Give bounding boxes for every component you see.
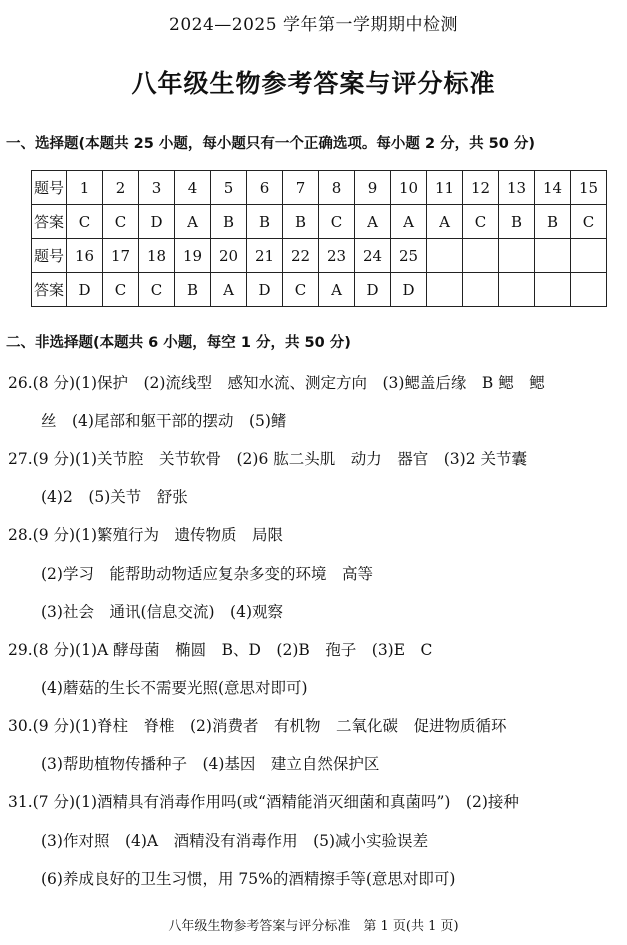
question-answer-line: 31.(7 分)(1)酒精具有消毒作用吗(或“酒精能消灭细菌和真菌吗”) (2)接种: [8, 793, 519, 811]
question-number-cell: 25: [391, 239, 427, 273]
question-answer-line: 27.(9 分)(1)关节腔 关节软骨 (2)6 肱二头肌 动力 器官 (3)2 关节囊: [8, 450, 527, 468]
answer-cell: A: [391, 205, 427, 239]
question-number-label: 题号: [32, 171, 67, 205]
question-number-cell: 5: [211, 171, 247, 205]
answer-row: [32, 273, 607, 307]
question-answer-line: 30.(9 分)(1)脊柱 脊椎 (2)消费者 有机物 二氧化碳 促进物质循环: [8, 717, 507, 735]
page-footer: 八年级生物参考答案与评分标准 第 1 页(共 1 页): [168, 919, 459, 934]
answer-cell: B: [175, 273, 211, 307]
question-number-cell: [463, 239, 499, 273]
question-number-row: [32, 239, 607, 273]
answer-cell: [463, 273, 499, 307]
question-number-cell: 4: [175, 171, 211, 205]
question-answer-line: 29.(8 分)(1)A 酵母菌 椭圆 B、D (2)B 孢子 (3)E C: [8, 641, 433, 659]
page-title: 八年级生物参考答案与评分标准: [131, 69, 496, 98]
question-number-cell: 6: [247, 171, 283, 205]
question-number-cell: 23: [319, 239, 355, 273]
answer-cell: [571, 273, 607, 307]
answer-cell: C: [103, 273, 139, 307]
question-number-cell: 15: [571, 171, 607, 205]
answer-cell: B: [283, 205, 319, 239]
question-number-cell: 13: [499, 171, 535, 205]
section1-heading: 一、选择题(本题共 25 小题，每小题只有一个正确选项。每小题 2 分，共 50 分): [6, 136, 535, 152]
question-number-cell: 9: [355, 171, 391, 205]
answer-cell: D: [247, 273, 283, 307]
answer-cell: B: [499, 205, 535, 239]
question-answer-line: 26.(8 分)(1)保护 (2)流线型 感知水流、测定方向 (3)鳃盖后缘 B 鳃 鳃: [8, 374, 545, 392]
answer-line-continued: (3)社会 通讯(信息交流) (4)观察: [41, 603, 284, 621]
answer-cell: A: [355, 205, 391, 239]
question-number-cell: 18: [139, 239, 175, 273]
answer-cell: B: [535, 205, 571, 239]
answer-line-continued: (2)学习 能帮助动物适应复杂多变的环境 高等: [41, 565, 373, 583]
answer-line-continued: (3)帮助植物传播种子 (4)基因 建立自然保护区: [41, 755, 380, 773]
answer-line-continued: (6)养成良好的卫生习惯，用 75%的酒精擦手等(意思对即可): [41, 870, 456, 888]
answer-cell: D: [355, 273, 391, 307]
answer-cell: C: [283, 273, 319, 307]
section2-heading: 二、非选择题(本题共 6 小题，每空 1 分，共 50 分): [6, 335, 351, 351]
answer-cell: [499, 273, 535, 307]
answer-line-continued: (4)蘑菇的生长不需要光照(意思对即可): [41, 679, 308, 697]
question-number-cell: 21: [247, 239, 283, 273]
answer-cell: C: [103, 205, 139, 239]
question-number-cell: [535, 239, 571, 273]
answer-cell: C: [67, 205, 103, 239]
answer-cell: C: [463, 205, 499, 239]
question-number-cell: 22: [283, 239, 319, 273]
answer-line-continued: (3)作对照 (4)A 酒精没有消毒作用 (5)减小实验误差: [41, 832, 429, 850]
answer-cell: A: [211, 273, 247, 307]
question-number-cell: [427, 239, 463, 273]
question-number-cell: 14: [535, 171, 571, 205]
question-number-cell: 12: [463, 171, 499, 205]
answer-line-continued: (4)2 (5)关节 舒张: [41, 488, 188, 506]
question-number-cell: 10: [391, 171, 427, 205]
exam-header: 2024—2025 学年第一学期期中检测: [169, 15, 458, 35]
answer-cell: A: [319, 273, 355, 307]
question-number-cell: 11: [427, 171, 463, 205]
answer-cell: [535, 273, 571, 307]
answer-row: [32, 205, 607, 239]
answer-cell: C: [571, 205, 607, 239]
question-answer-line: 28.(9 分)(1)繁殖行为 遗传物质 局限: [8, 526, 283, 544]
answer-cell: C: [319, 205, 355, 239]
question-number-cell: 24: [355, 239, 391, 273]
question-number-cell: 3: [139, 171, 175, 205]
answer-cell: A: [427, 205, 463, 239]
answer-cell: B: [247, 205, 283, 239]
question-number-cell: 19: [175, 239, 211, 273]
question-number-cell: 8: [319, 171, 355, 205]
question-number-cell: [571, 239, 607, 273]
answer-cell: [427, 273, 463, 307]
question-number-cell: [499, 239, 535, 273]
question-number-cell: 17: [103, 239, 139, 273]
answer-label: 答案: [32, 205, 67, 239]
answer-cell: A: [175, 205, 211, 239]
answer-cell: D: [67, 273, 103, 307]
question-number-cell: 16: [67, 239, 103, 273]
answer-label: 答案: [32, 273, 67, 307]
question-number-row: [32, 171, 607, 205]
answer-line-continued: 丝 (4)尾部和躯干部的摆动 (5)鳍: [41, 412, 287, 430]
answer-cell: D: [139, 205, 175, 239]
question-number-cell: 1: [67, 171, 103, 205]
answer-cell: C: [139, 273, 175, 307]
answer-cell: D: [391, 273, 427, 307]
question-number-cell: 2: [103, 171, 139, 205]
answer-table: [31, 170, 607, 307]
answer-cell: B: [211, 205, 247, 239]
question-number-label: 题号: [32, 239, 67, 273]
question-number-cell: 7: [283, 171, 319, 205]
question-number-cell: 20: [211, 239, 247, 273]
